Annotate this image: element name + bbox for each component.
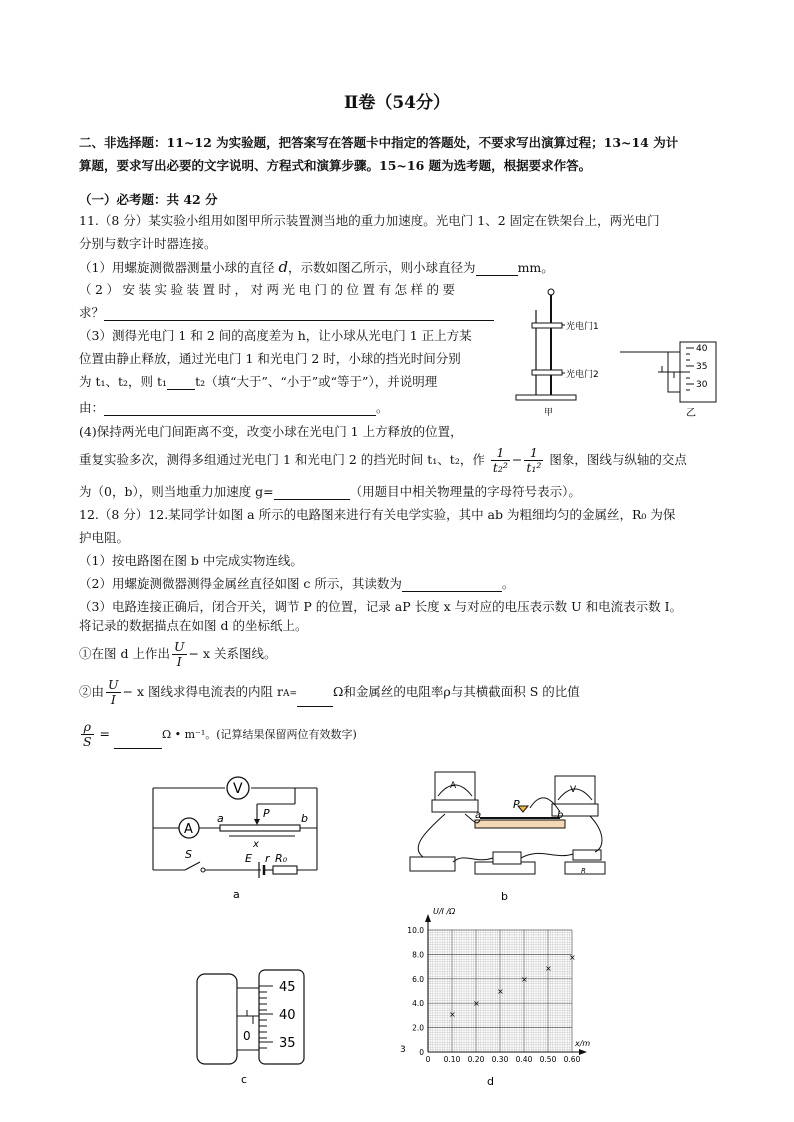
data-point: × — [569, 952, 576, 962]
x-tick-label: 0.40 — [515, 1055, 533, 1064]
node-a-label: a — [217, 812, 224, 825]
emf-e-label: E — [245, 852, 252, 865]
micrometer-c-tick-45: 45 — [279, 980, 296, 995]
q11-line-11: 重复实验多次，测得多组通过光电门 1 和光电门 2 的挡光时间 t₁、t₂，作 $\frac{1}{\text{t₂²}}$ − $\frac{1}{\text{t₁²}}$ 图象，图线与纵轴的交点 — [79, 445, 687, 475]
x-tick-label: 0.30 — [491, 1055, 509, 1064]
section-intro-line-2: 算题，要求写出必要的文字说明、方程式和演算步骤。15~16 题为选考题，根据要求作答。 — [79, 158, 592, 173]
q11-l3var: d — [278, 258, 289, 276]
ammeter-b-label: A — [450, 781, 457, 791]
micrometer-c-tick-40: 40 — [279, 1008, 296, 1023]
x-tick-label: 0.60 — [563, 1055, 581, 1064]
q12-l8sub: A= — [282, 689, 298, 699]
figure-c-micrometer — [195, 968, 315, 1088]
answer-blank-rho-s[interactable] — [114, 736, 162, 749]
fraction-u-over-i: $\frac{U}{I}$ — [173, 639, 185, 669]
q11-l9b: 。 — [376, 400, 389, 415]
q12-line-3: （1）按电路图在图 b 中完成实物连线。 — [79, 553, 303, 568]
q11-line-5 — [79, 305, 494, 321]
voltmeter-symbol: V — [233, 781, 243, 797]
answer-blank-ra[interactable] — [297, 694, 333, 707]
q11-l11b: 图象，图线与纵轴的交点 — [549, 452, 687, 467]
y-tick-label: 2.0 — [412, 1023, 424, 1033]
q12-l9a: = — [95, 726, 114, 741]
data-point: × — [497, 987, 504, 996]
wire-a-label: a — [475, 810, 482, 821]
figure-b-apparatus — [405, 752, 610, 902]
resistor-b-label: R — [581, 867, 586, 875]
figure-jia-caption: 甲 — [544, 408, 554, 418]
micrometer-yi-tick-40: 40 — [696, 344, 708, 354]
q11-line-1: 11.（8 分）某实验小组用如图甲所示装置测当地的重力加速度。光电门 1、2 固定在铁架台上，两光电门 — [79, 213, 660, 228]
y-tick-label: 4.0 — [412, 999, 424, 1009]
voltmeter-b-label: V — [570, 785, 577, 795]
q11-line-8 — [79, 374, 437, 390]
internal-r-label: r — [265, 852, 270, 865]
answer-blank-compare[interactable] — [167, 377, 195, 390]
q11-l12b: （用题目中相关物理量的字母符号表示）。 — [349, 484, 581, 499]
q12-line-2: 护电阻。 — [79, 530, 130, 545]
figure-d-caption: d — [487, 1075, 494, 1088]
figure-a-circuit — [145, 770, 330, 905]
length-x-label: x — [253, 839, 259, 850]
y-axis-arrow — [425, 914, 431, 922]
figure-a-caption: a — [233, 888, 240, 901]
q11-l3c: mm。 — [517, 260, 554, 275]
page-title: Ⅱ卷（54分） — [344, 93, 450, 113]
data-point: × — [449, 1010, 456, 1020]
micrometer-c-zero: 0 — [243, 1029, 251, 1043]
figure-jia-apparatus — [510, 285, 610, 420]
ammeter-symbol: A — [184, 822, 193, 837]
q12-l8c: Ω和金属丝的电阻率ρ与其横截面积 S 的比值 — [333, 684, 580, 699]
q11-l9a: 由： — [79, 400, 105, 415]
figure-yi-micrometer — [620, 340, 720, 420]
micrometer-yi-tick-35: 35 — [696, 362, 708, 372]
q11-l12a: 为（0，b），则当地重力加速度 g= — [79, 484, 274, 499]
q11-line-9 — [79, 400, 389, 416]
figure-b-caption: b — [501, 890, 508, 902]
q12-line-5: （3）电路连接正确后，闭合开关，调节 P 的位置，记录 aP 长度 x 与对应的电压表示数 U 和电流表示数 I。 — [79, 599, 683, 614]
node-b-label: b — [301, 812, 308, 825]
answer-blank-requirement[interactable] — [104, 308, 494, 321]
q11-line-4: （2）安装实验装置时，对两光电门的位置有怎样的要 — [79, 282, 459, 297]
photogate-2-label: 光电门2 — [566, 370, 599, 380]
y-tick-label: 8.0 — [412, 950, 424, 960]
q12-line-1: 12.（8 分）12.某同学计如图 a 所示的电路图来进行有关电学实验，其中 ab 为粗细均匀的金属丝，R₀ 为保 — [79, 507, 676, 522]
wire-b-label: b — [557, 810, 564, 821]
q11-line-12 — [79, 484, 581, 500]
answer-blank-reason[interactable] — [104, 403, 376, 416]
figure-yi-caption: 乙 — [686, 408, 696, 419]
fraction-inv-t1-sq: $\frac{1}{\text{t₁²}}$ — [526, 445, 542, 475]
photogate-1-label: 光电门1 — [566, 322, 599, 332]
section-intro-line-1: 二、非选择题：11~12 为实验题，把答案写在答题卡中指定的答题处，不要求写出演算过程；13~14 为计 — [79, 135, 679, 150]
micrometer-c-tick-35: 35 — [279, 1036, 296, 1051]
resistor-r0-label: R₀ — [275, 852, 288, 865]
q11-l11a: 重复实验多次，测得多组通过光电门 1 和光电门 2 的挡光时间 t₁、t₂，作 — [79, 452, 485, 467]
q11-line-3 — [79, 259, 554, 276]
q12-line-7 — [79, 640, 276, 669]
q11-line-6: （3）测得光电门 1 和 2 间的高度差为 h，让小球从光电门 1 正上方某 — [79, 328, 472, 343]
y-tick-label: 10.0 — [407, 926, 424, 935]
chart-axes — [428, 918, 583, 1052]
answer-blank-g[interactable] — [274, 487, 350, 500]
q12-l7a: ①在图 d 上作出 — [79, 646, 170, 661]
y-tick-label: 0 — [419, 1048, 424, 1057]
q12-l4a: （2）用螺旋测微器测得金属丝直径如图 c 所示，其读数为 — [79, 576, 402, 591]
x-tick-label: 0.50 — [539, 1055, 557, 1064]
q12-l4b: 。 — [501, 576, 515, 591]
q12-line-9 — [79, 720, 357, 749]
fraction-rho-over-s: $\frac{\rho}{S}$ — [83, 719, 92, 749]
y-axis-label: U/I /Ω — [433, 907, 456, 916]
switch-s-label: S — [185, 848, 192, 861]
slider-p-label: P — [263, 807, 270, 820]
q12-l7b: − x 关系图线。 — [188, 646, 277, 661]
fraction-u-over-i-2: $\frac{U}{I}$ — [108, 677, 119, 707]
data-point: × — [473, 999, 480, 1009]
q11-l3a: （1）用螺旋测微器测量小球的直径 — [79, 260, 279, 275]
fraction-inv-t2-sq: $\frac{1}{\text{t₂²}}$ — [492, 445, 508, 475]
answer-blank-wire-diameter[interactable] — [402, 579, 502, 592]
q12-l8a: ②由 — [79, 684, 105, 699]
q12-l8b: − x 图线求得电流表的内阻 r — [122, 684, 283, 699]
q11-line-7: 位置由静止释放，通过光电门 1 和光电门 2 时，小球的挡光时间分别 — [79, 351, 461, 366]
q11-l5a: 求？ — [79, 305, 105, 320]
x-tick-label: 0.20 — [467, 1055, 485, 1064]
q11-l3b: ，示数如图乙所示，则小球直径为 — [288, 260, 476, 275]
part1-header: （一）必考题：共 42 分 — [79, 192, 218, 207]
y-tick-label: 6.0 — [412, 974, 424, 984]
figure-c-caption: c — [241, 1073, 248, 1086]
q11-line-2: 分别与数字计时器连接。 — [79, 236, 217, 251]
q11-l8a: 为 t₁、t₂，则 t₁ — [79, 374, 168, 389]
q12-line-4 — [79, 576, 514, 592]
q12-line-6: 将记录的数据描点在如图 d 的坐标纸上。 — [79, 618, 308, 633]
x-axis-label: x/m — [575, 1039, 591, 1048]
answer-blank-diameter[interactable] — [476, 263, 518, 276]
wire-p-label: P — [513, 798, 520, 811]
side-mark: 3 — [400, 1045, 406, 1055]
chart-tick-labels — [407, 926, 580, 1064]
q12-line-8 — [79, 678, 580, 707]
figure-d-chart — [395, 900, 595, 1090]
micrometer-yi-tick-30: 30 — [696, 380, 708, 390]
data-point: × — [545, 963, 552, 973]
q12-l9b: Ω • m⁻¹。(记算结果保留两位有效数字) — [162, 728, 357, 741]
q11-line-10: (4)保持两光电门间距离不变，改变小球在光电门 1 上方释放的位置， — [79, 424, 463, 439]
q11-l8b: t₂（填“大于”、“小于”或“等于”），并说明理 — [195, 374, 438, 389]
data-point: × — [521, 974, 528, 984]
x-tick-label: 0 — [425, 1055, 431, 1064]
x-tick-label: 0.10 — [443, 1055, 461, 1064]
